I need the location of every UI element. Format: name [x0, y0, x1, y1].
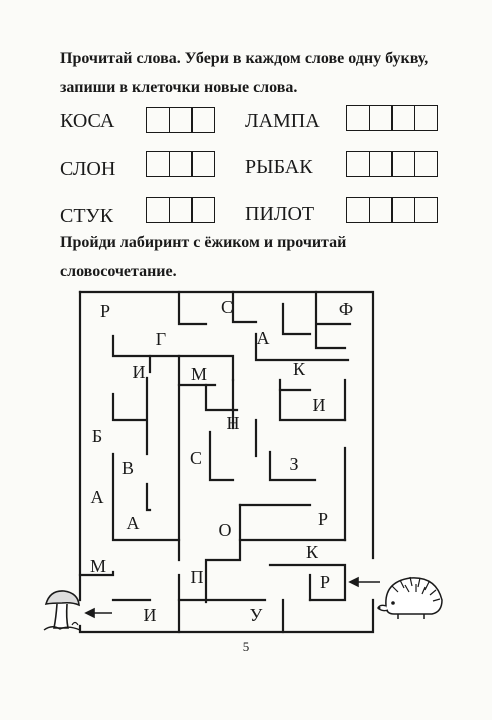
maze-wall: [179, 292, 206, 324]
maze-letter: М: [89, 556, 107, 576]
maze-wall: [283, 304, 310, 334]
maze-letter: А: [90, 487, 104, 507]
maze-letter: П: [190, 567, 204, 587]
maze-letter: В: [121, 458, 135, 478]
mushroom-arrow-icon: [86, 609, 112, 617]
word-kosa: КОСА: [60, 110, 115, 132]
maze-letter: И: [312, 395, 326, 415]
maze-outer-wall: [80, 600, 373, 632]
maze-wall: [210, 432, 233, 480]
maze-letter: А: [256, 328, 270, 348]
maze-letter: Р: [319, 572, 331, 592]
maze-wall: [115, 378, 147, 454]
word-slon: СЛОН: [60, 158, 116, 180]
maze-letter: Р: [317, 509, 329, 529]
maze-letter: С: [220, 297, 234, 317]
word-lampa: ЛАМПА: [245, 110, 320, 132]
maze-letter: О: [218, 520, 232, 540]
maze-letter: Б: [91, 426, 103, 446]
task-2-instruction: Пройди лабиринт с ёжиком и прочитай словосочетание.: [60, 234, 347, 280]
maze-letter: И: [143, 605, 157, 625]
task-1-instruction: Прочитай слова. Убери в каждом слове одну букву, запиши в клеточки новые слова.: [60, 50, 429, 96]
maze-letter: К: [292, 359, 306, 379]
maze-wall: [270, 565, 345, 600]
word-pilot: ПИЛОТ: [245, 203, 315, 225]
maze-letter: Р: [99, 301, 111, 321]
hedgehog-icon: [376, 572, 448, 622]
maze-letter: З: [289, 454, 299, 474]
maze-wall: [113, 336, 233, 380]
word-stuk: СТУК: [60, 205, 114, 227]
maze-letter: И: [132, 362, 146, 382]
mushroom-icon: [42, 588, 82, 634]
maze-letter: М: [190, 364, 208, 384]
word-rybak: РЫБАК: [245, 156, 313, 178]
page-number: 5: [242, 639, 250, 654]
maze-wall: [147, 484, 150, 510]
maze-letter: Н: [226, 413, 240, 433]
maze-letter: Г: [155, 329, 167, 349]
maze-letter: У: [249, 605, 263, 625]
maze-letter: Ф: [338, 299, 354, 319]
maze-wall: [233, 292, 256, 322]
maze-letter: С: [189, 448, 203, 468]
maze-letter: А: [126, 513, 140, 533]
maze-letter: К: [305, 542, 319, 562]
